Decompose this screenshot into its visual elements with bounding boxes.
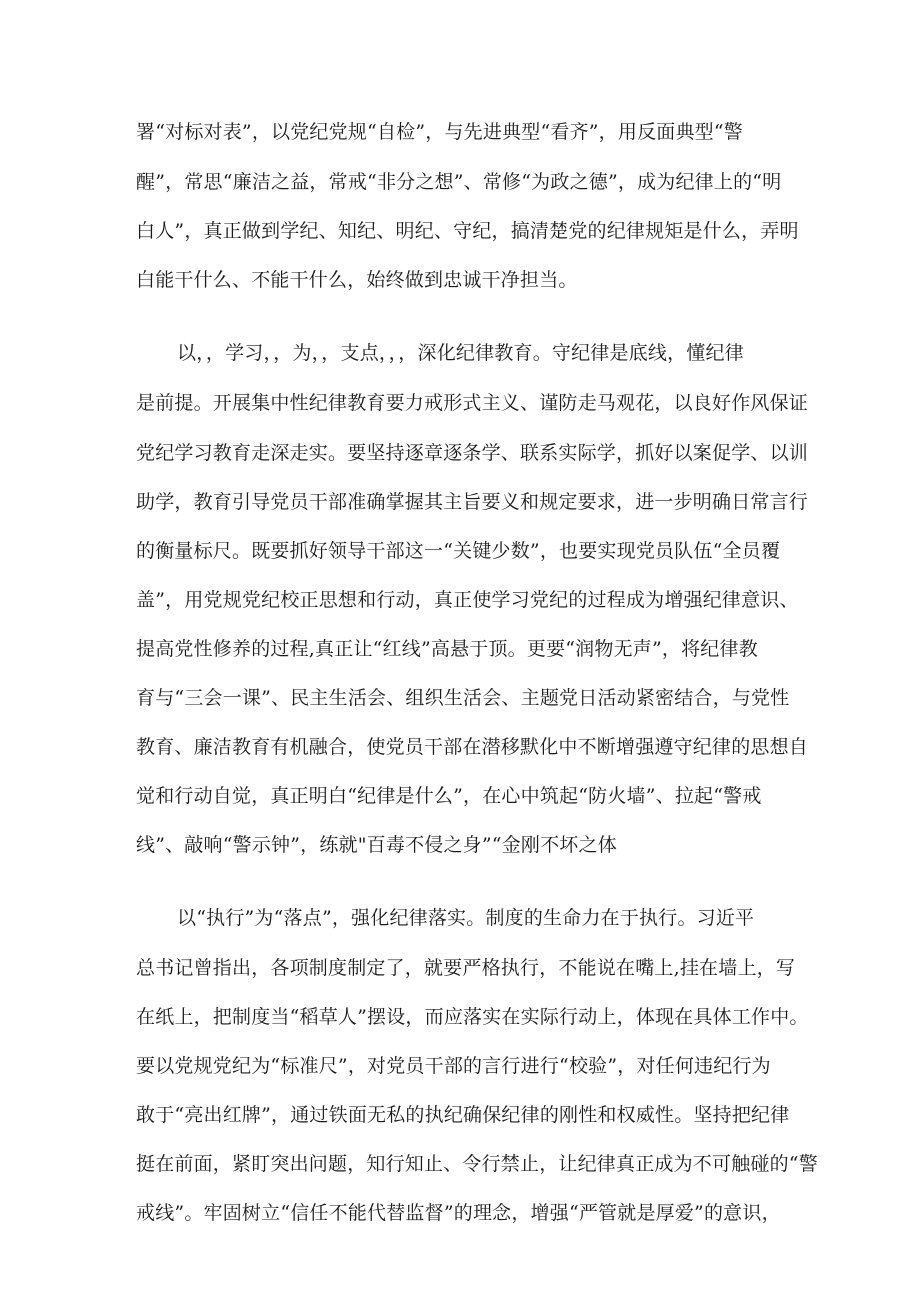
paragraph-3-line: 在纸上，把制度当“稻草人”摆设，而应落实在实际行动上，体现在具体工作中。 [136,1006,809,1028]
paragraph-3-line: 总书记曾指出，各项制度制定了，就要严格执行，不能说在嘴上,挂在墙上，写 [136,957,796,979]
paragraph-2-line: 育与“三会一课”、民主生活会、组织生活会、主题党日活动紧密结合，与党性 [136,687,790,709]
paragraph-1-line: 醒”，常思“廉洁之益，常戒“非分之想”、常修“为政之德”，成为纪律上的“明 [136,171,782,193]
paragraph-3-line: 要以党规党纪为“标准尺”，对党员干部的言行进行“校验”，对任何违纪行为 [136,1055,771,1077]
paragraph-3-line: 敢于“亮出红牌”，通过铁面无私的执纪确保纪律的刚性和权威性。坚持把纪律 [136,1104,790,1126]
paragraph-2-line: 提高党性修养的过程,真正让“红线”高悬于顶。更要“润物无声”，将纪律教 [136,638,758,660]
paragraph-2-line: 党纪学习教育走深走实。要坚持逐章逐条学、联系实际学，抓好以案促学、以训 [136,442,809,464]
paragraph-2-line: 助学，教育引导党员干部准确掌握其主旨要义和规定要求，进一步明确日常言行 [136,491,809,513]
paragraph-1-line: 署“对标对表”，以党纪党规“自检”，与先进典型“看齐”，用反面典型“警 [136,121,743,143]
paragraph-3-line: 戒线”。牢固树立“信任不能代替监督”的理念，增强“严管就是厚爱”的意识， [136,1202,781,1224]
paragraph-1-line: 白能干什么、不能干什么，始终做到忠诚干净担当。 [136,269,578,291]
paragraph-2-line: 是前提。开展集中性纪律教育要力戒形式主义、谨防走马观花，以良好作风保证 [136,392,809,414]
paragraph-1-line: 白人”，真正做到学纪、知纪、明纪、守纪，搞清楚党的纪律规矩是什么，弄明 [136,220,799,242]
paragraph-2-line: 的衡量标尺。既要抓好领导干部这一“关键少数”，也要实现党员队伍“全员覆 [136,540,781,562]
paragraph-2-line: 盖”，用党规党纪校正思想和行动，真正使学习党纪的过程成为增强纪律意识、 [136,589,799,611]
paragraph-2-line: 觉和行动自觉，真正明白“纪律是什么”，在心中筑起“防火墙”、拉起“警戒 [136,785,762,807]
paragraph-2-line: 线”、敲响“警示钟”，练就"百毒不侵之身”“金刚不坏之体 [136,834,617,856]
paragraph-3-line: 挺在前面，紧盯突出问题，知行知止、令行禁止，让纪律真正成为不可触碰的“警 [136,1153,818,1175]
paragraph-2-line: 教育、廉洁教育有机融合，使党员干部在潜移默化中不断增强遵守纪律的思想自 [136,736,809,758]
paragraph-2-line: 以，，学习，，为，，支点，，，深化纪律教育。守纪律是底线，懂纪律 [177,342,744,364]
paragraph-3-line: 以“执行”为“落点”，强化纪律落实。制度的生命力在于执行。习近平 [177,907,755,929]
